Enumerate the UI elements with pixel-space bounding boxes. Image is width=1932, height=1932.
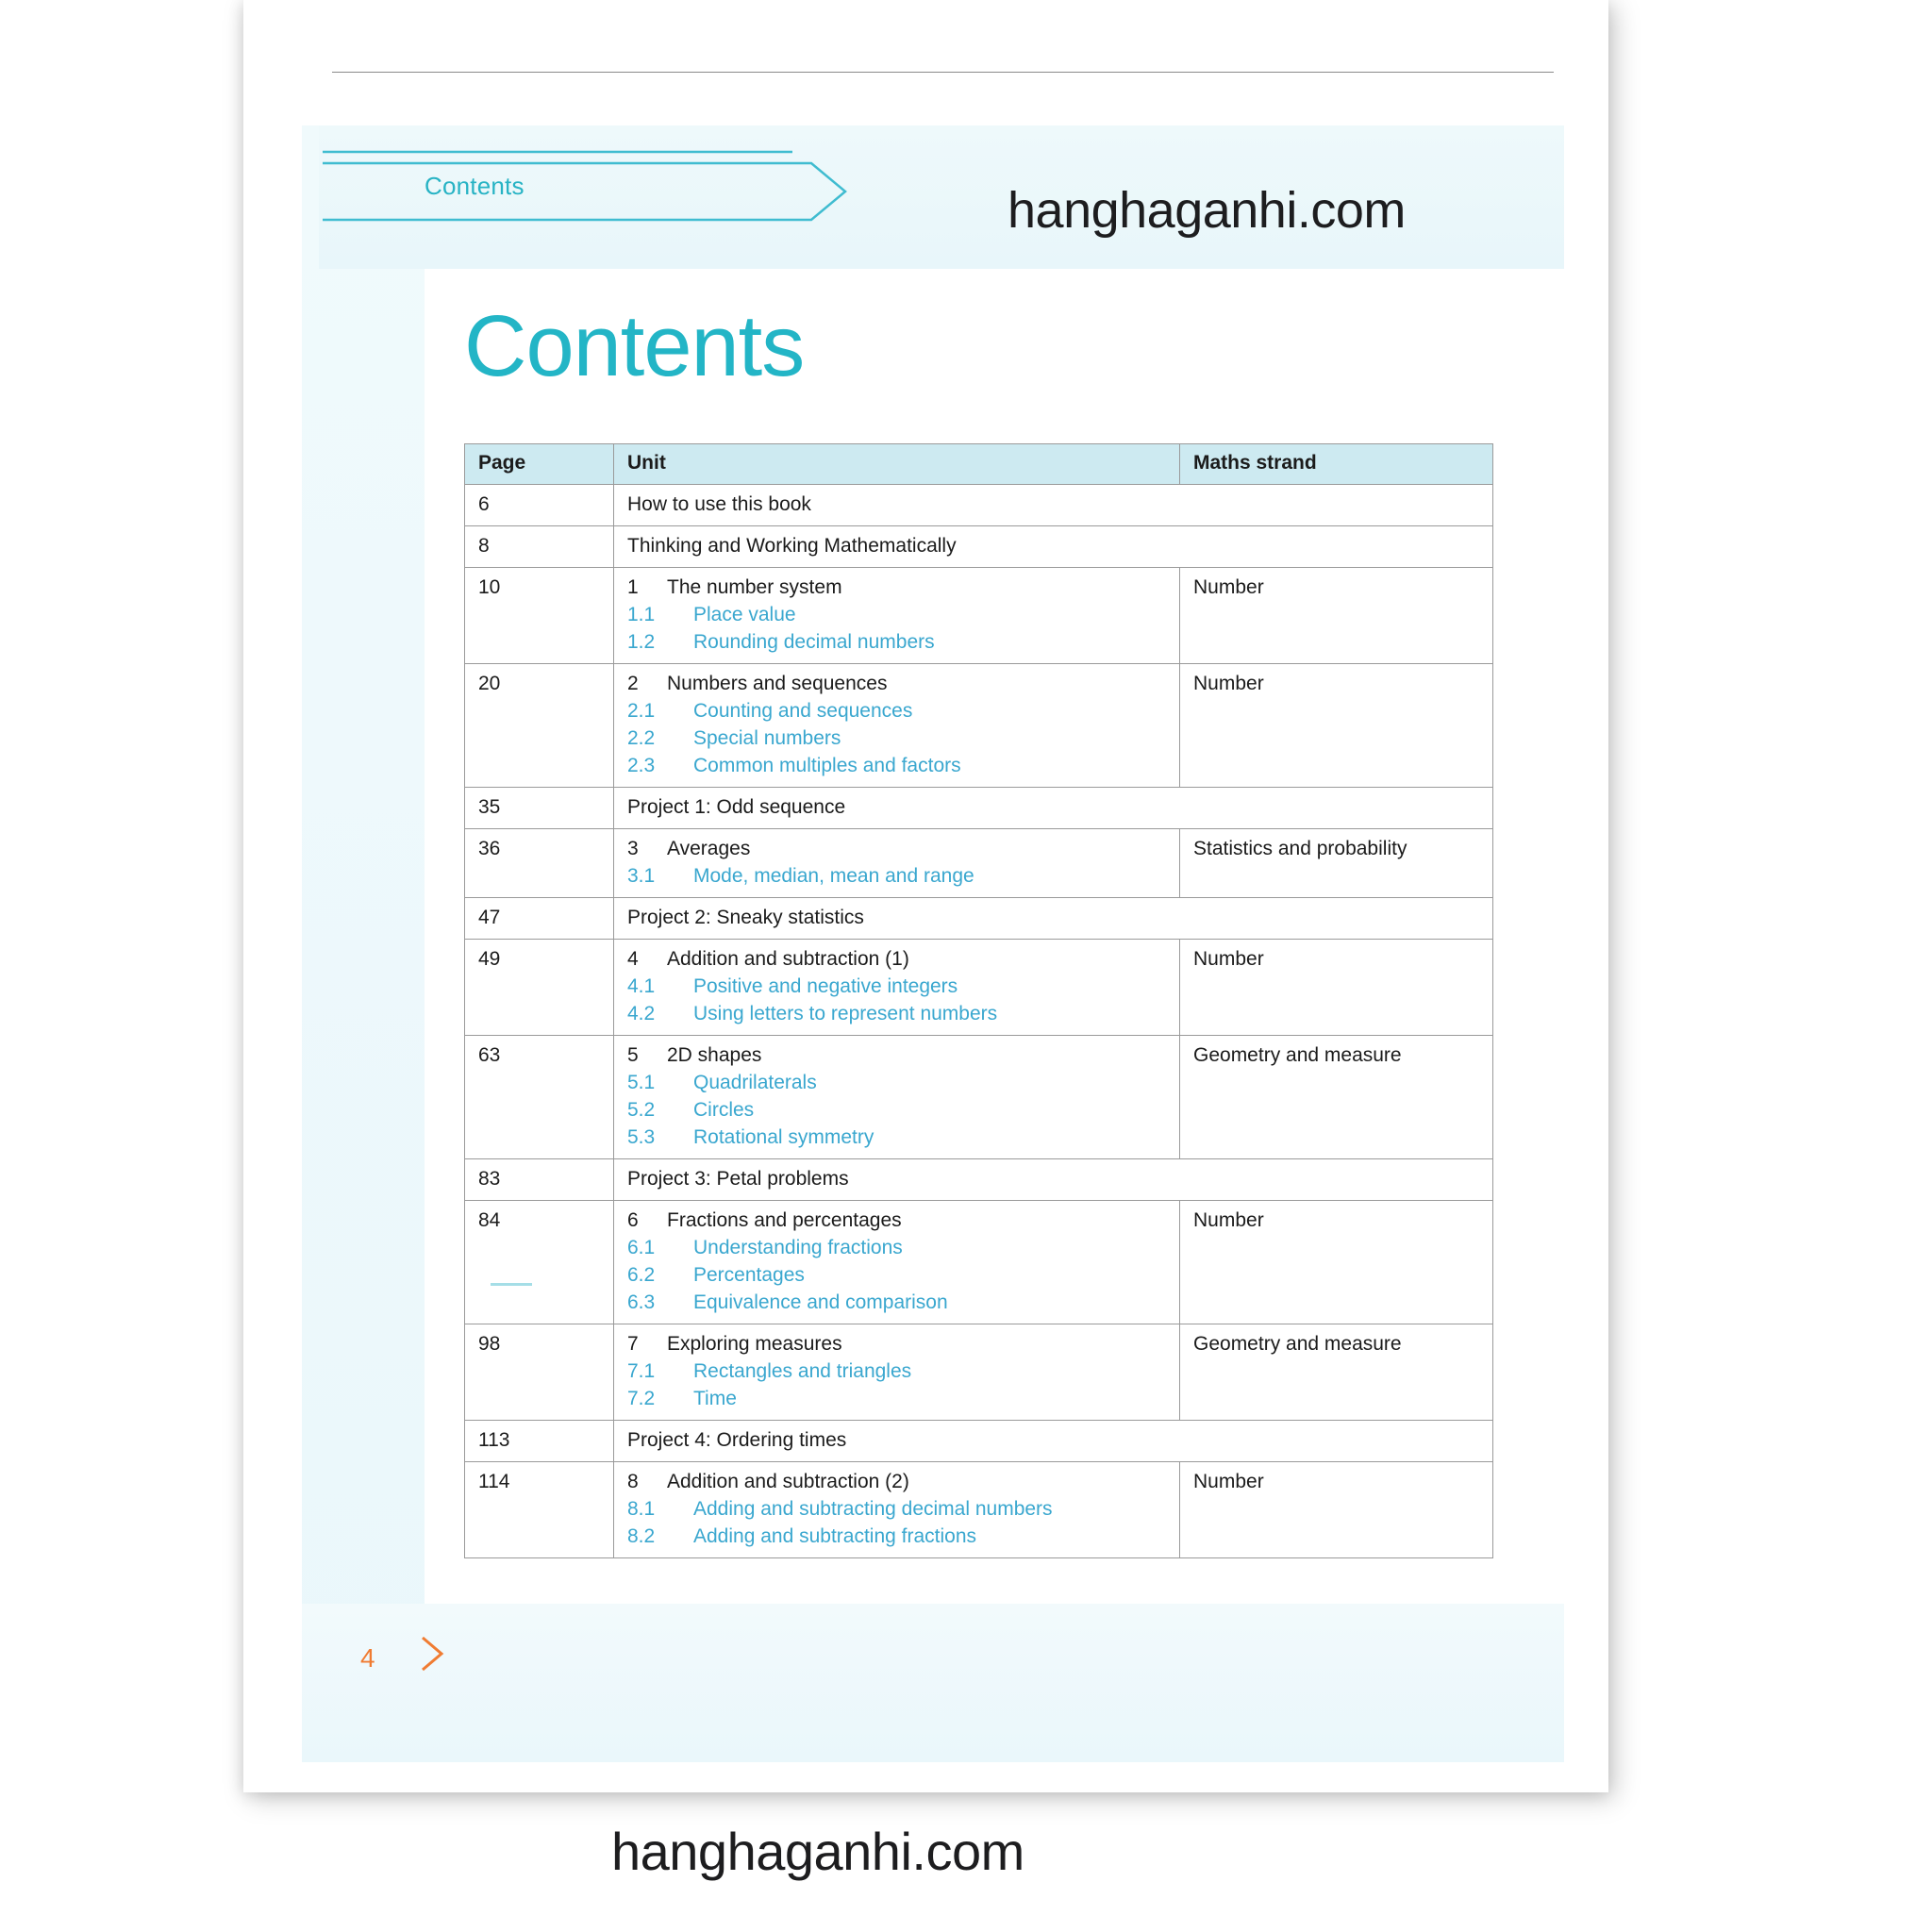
folio-number: 4 [360,1643,375,1673]
subsection-item[interactable] [627,1122,1179,1149]
subsection-number: 4.1 [627,975,656,997]
page-tint-bottom [302,1604,1564,1762]
subsection-label: Positive and negative integers [693,975,958,997]
page-number: 35 [478,796,501,818]
table-row [465,1462,1493,1558]
page-number: 47 [478,907,501,928]
unit-heading [627,838,1179,860]
cell-project-title [614,898,1493,940]
unit-number: 5 [627,1044,639,1066]
unit-title: Addition and subtraction (1) [667,948,909,970]
page-number: 6 [478,493,490,515]
unit-title: Fractions and percentages [667,1209,902,1231]
subsection-label: Rectangles and triangles [693,1360,912,1382]
page-number: 36 [478,838,501,859]
unit-heading [627,673,1179,695]
subsection-number: 1.2 [627,631,656,653]
table-row [465,1159,1493,1201]
column-header-page-label: Page [478,452,526,474]
table-row [465,568,1493,664]
column-header-page [465,444,614,485]
cell-unit [614,829,1180,898]
cell-unit [614,1324,1180,1421]
cell-page [465,568,614,664]
table-row [465,788,1493,829]
project-title: Project 4: Ordering times [627,1429,847,1451]
unit-title: Numbers and sequences [667,673,888,694]
maths-strand: Number [1193,673,1264,694]
cell-page [465,526,614,568]
project-title: Project 2: Sneaky statistics [627,907,864,928]
top-rule [332,72,1554,73]
subsection-item[interactable] [627,860,1179,888]
unit-title: Exploring measures [667,1333,842,1355]
unit-number: 1 [627,576,639,598]
subsection-label: Percentages [693,1264,805,1286]
table-row [465,1421,1493,1462]
page-number: 83 [478,1168,501,1190]
cell-page [465,485,614,526]
subsection-label: Using letters to represent numbers [693,1003,998,1024]
maths-strand: Statistics and probability [1193,838,1407,859]
cell-strand [1180,1462,1493,1558]
page-number: 63 [478,1044,501,1066]
cell-project-title [614,788,1493,829]
chevron-right-icon [417,1632,449,1680]
table-header-row [465,444,1493,485]
subsection-number: 5.1 [627,1072,656,1093]
page-number: 84 [478,1209,501,1231]
subsection-item[interactable] [627,1232,1179,1259]
unit-block [614,940,1179,1035]
unit-title: The number system [667,576,842,598]
subsection-label: Rotational symmetry [693,1126,874,1148]
cell-unit [614,1462,1180,1558]
cell-strand [1180,1324,1493,1421]
cell-unit [614,664,1180,788]
subsection-label: Rounding decimal numbers [693,631,935,653]
unit-number: 7 [627,1333,639,1355]
subsection-number: 1.1 [627,604,656,625]
subsection-item[interactable] [627,750,1179,777]
subsection-item[interactable] [627,695,1179,723]
cell-page [465,664,614,788]
maths-strand: Geometry and measure [1193,1333,1402,1355]
header-tab-shape [321,146,943,229]
subsection-item[interactable] [627,1493,1179,1521]
subsection-item[interactable] [627,626,1179,654]
maths-strand: Number [1193,948,1264,970]
table-row [465,1201,1493,1324]
unit-block [614,568,1179,663]
unit-heading [627,1209,1179,1232]
page-number: 98 [478,1333,501,1355]
unit-number: 4 [627,948,639,970]
subsection-item[interactable] [627,1259,1179,1287]
column-header-strand-label: Maths strand [1193,452,1317,474]
subsection-number: 4.2 [627,1003,656,1024]
subsection-number: 2.3 [627,755,656,776]
cell-strand [1180,664,1493,788]
unit-title: Addition and subtraction (2) [667,1471,909,1492]
subsection-number: 2.1 [627,700,656,722]
cell-strand [1180,568,1493,664]
subsection-number: 2.2 [627,727,656,749]
cell-strand [1180,829,1493,898]
subsection-item[interactable] [627,723,1179,750]
unit-number: 3 [627,838,639,859]
unit-block [614,664,1179,787]
cell-unit [614,1201,1180,1324]
cell-page [465,829,614,898]
cell-strand [1180,1036,1493,1159]
subsection-label: Common multiples and factors [693,755,961,776]
page-number: 49 [478,948,501,970]
cell-project-title [614,1159,1493,1201]
table-row [465,1324,1493,1421]
subsection-item[interactable] [627,1356,1179,1383]
cell-unit [614,940,1180,1036]
table-row [465,829,1493,898]
page-number: 10 [478,576,501,598]
pencil-mark [491,1283,532,1286]
cell-page [465,1462,614,1558]
page-number: 114 [478,1471,510,1492]
column-header-unit [614,444,1180,485]
maths-strand: Number [1193,1209,1264,1231]
subsection-label: Special numbers [693,727,841,749]
page-number: 20 [478,673,501,694]
column-header-strand [1180,444,1493,485]
unit-block [614,1036,1179,1158]
subsection-number: 6.2 [627,1264,656,1286]
unit-heading [627,948,1179,971]
subsection-label: Adding and subtracting decimal numbers [693,1498,1053,1520]
page-number: 113 [478,1429,510,1451]
cell-page [465,1201,614,1324]
unit-number: 2 [627,673,639,694]
page-title: Contents [464,298,805,394]
page-tint-left [302,125,425,1762]
cell-page [465,1159,614,1201]
table-row [465,526,1493,568]
contents-table [464,443,1493,1558]
cell-project-title [614,485,1493,526]
subsection-number: 6.3 [627,1291,656,1313]
subsection-label: Time [693,1388,737,1409]
unit-heading [627,576,1179,599]
subsection-label: Equivalence and comparison [693,1291,948,1313]
header-tab-label: Contents [425,172,525,200]
cell-page [465,788,614,829]
table-row [465,664,1493,788]
unit-title: Averages [667,838,751,859]
subsection-label: Mode, median, mean and range [693,865,974,887]
subsection-number: 8.1 [627,1498,656,1520]
cell-strand [1180,940,1493,1036]
unit-heading [627,1044,1179,1067]
unit-number: 8 [627,1471,639,1492]
subsection-item[interactable] [627,1067,1179,1094]
watermark-top: hanghaganhi.com [1008,182,1406,239]
unit-block [614,1462,1179,1557]
subsection-label: Circles [693,1099,755,1121]
cell-page [465,940,614,1036]
maths-strand: Number [1193,1471,1264,1492]
subsection-number: 7.2 [627,1388,656,1409]
subsection-item[interactable] [627,1287,1179,1314]
subsection-item[interactable] [627,1383,1179,1410]
cell-strand [1180,1201,1493,1324]
unit-title: 2D shapes [667,1044,762,1066]
subsection-label: Quadrilaterals [693,1072,817,1093]
table-row [465,940,1493,1036]
header-tab [321,146,943,229]
table-body [465,485,1493,1558]
watermark-bottom: hanghaganhi.com [611,1822,1024,1881]
project-title: Project 1: Odd sequence [627,796,846,818]
table-row [465,485,1493,526]
cell-project-title [614,526,1493,568]
cell-page [465,898,614,940]
unit-block [614,1324,1179,1420]
subsection-number: 7.1 [627,1360,656,1382]
subsection-label: Adding and subtracting fractions [693,1525,977,1547]
subsection-item[interactable] [627,1521,1179,1548]
cell-page [465,1036,614,1159]
project-title: How to use this book [627,493,811,515]
subsection-label: Counting and sequences [693,700,913,722]
unit-heading [627,1333,1179,1356]
subsection-item[interactable] [627,599,1179,626]
project-title: Project 3: Petal problems [627,1168,849,1190]
subsection-number: 8.2 [627,1525,656,1547]
maths-strand: Number [1193,576,1264,598]
subsection-item[interactable] [627,1094,1179,1122]
subsection-label: Understanding fractions [693,1237,903,1258]
subsection-number: 3.1 [627,865,656,887]
unit-block [614,1201,1179,1324]
subsection-number: 6.1 [627,1237,656,1258]
subsection-label: Place value [693,604,796,625]
unit-number: 6 [627,1209,639,1231]
subsection-item[interactable] [627,998,1179,1025]
cell-unit [614,568,1180,664]
maths-strand: Geometry and measure [1193,1044,1402,1066]
unit-block [614,829,1179,897]
cell-project-title [614,1421,1493,1462]
unit-heading [627,1471,1179,1493]
subsection-number: 5.2 [627,1099,656,1121]
subsection-number: 5.3 [627,1126,656,1148]
cell-page [465,1421,614,1462]
page-number: 8 [478,535,490,557]
cell-page [465,1324,614,1421]
subsection-item[interactable] [627,971,1179,998]
table-row [465,1036,1493,1159]
cell-unit [614,1036,1180,1159]
table-row [465,898,1493,940]
column-header-unit-label: Unit [627,452,666,474]
project-title: Thinking and Working Mathematically [627,535,957,557]
